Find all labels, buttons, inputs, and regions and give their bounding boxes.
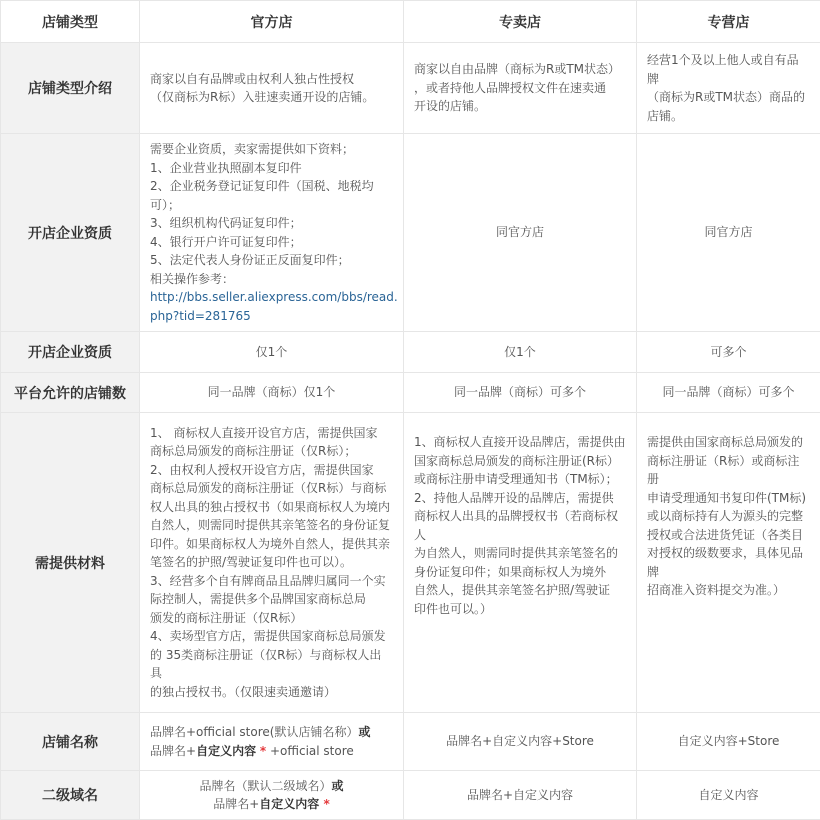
cell-exclusive: 同官方店 <box>404 134 637 332</box>
row-qualification-2 <box>1 332 820 373</box>
cell-official: 1、 商标权人直接开设官方店，需提供国家 商标总局颁发的商标注册证（仅R标）； 2、由权利人授权开设官方店，需提供国家 商标总局颁发的商标注册证（仅R标）与商标 权人出具的独占授权书（如果商标权人为境内 自然人，则需同时提供其亲笔签名的身份证复 印件。如果商标权人为境外自然人，提供其亲 笔签名的护照/驾驶证复印件也可以）。 3、经营多个自有牌商品且品牌归属同一个实 际控制人，需提供多个品牌国家商标总局 颁发的商标注册证（仅R标） 4、卖场型官方店，需提供国家商标总局颁发 的 35类商标注册证（仅R标）与商标权人出具 的独占授权书。（仅限速卖通邀请） <box>140 413 404 713</box>
cell-official: 品牌名+official store(默认店铺名称）或 品牌名+自定义内容 * +official store <box>140 713 404 771</box>
cell-exclusive: 1、商标权人直接开设品牌店，需提供由 国家商标总局颁发的商标注册证(R标） 或商标注册申请受理通知书（TM标）； 2、持他人品牌开设的品牌店，需提供 商标权人出具的品牌授权书（若商标权人 为自然人，则需同时提供其亲笔签名的 身份证复印件；如果商标权人为境外 自然人，提供其亲笔签名护照/驾驶证 印件也可以。） <box>404 413 637 713</box>
cell-specialty: 同官方店 <box>637 134 820 332</box>
cell-exclusive: 同一品牌（商标）可多个 <box>404 373 637 413</box>
reference-link[interactable]: http://bbs.seller.aliexpress.com/bbs/read. php?tid=281765 <box>150 288 393 325</box>
row-store-name <box>1 713 820 771</box>
required-star: * <box>319 797 329 811</box>
row-label: 开店企业资质 <box>1 134 140 332</box>
cell-exclusive: 商家以自由品牌（商标为R或TM状态） ，或者持他人品牌授权文件在速卖通 开设的店铺。 <box>404 43 637 134</box>
cell-official: 仅1个 <box>140 332 404 373</box>
cell-exclusive: 品牌名+自定义内容 <box>404 771 637 820</box>
row-store-count <box>1 373 820 413</box>
header-official: 官方店 <box>140 1 404 43</box>
cell-official: 需要企业资质，卖家需提供如下资料； 1、企业营业执照副本复印件 2、企业税务登记证复印件（国税、地税均可）； 3、组织机构代码证复印件； 4、银行开户许可证复印件； 5、法定代表人身份证正反面复印件； 相关操作参考： http://bbs.seller.aliexpress.com/bbs/read. php?tid=281765 <box>140 134 404 332</box>
cell-specialty: 自定义内容 <box>637 771 820 820</box>
cell-specialty: 经营1个及以上他人或自有品牌 （商标为R或TM状态）商品的 店铺。 <box>637 43 820 134</box>
cell-specialty: 自定义内容+Store <box>637 713 820 771</box>
row-materials <box>1 413 820 713</box>
row-label: 店铺类型介绍 <box>1 43 140 134</box>
cell-official: 品牌名（默认二级域名）或 品牌名+自定义内容 * <box>140 771 404 820</box>
cell-specialty: 同一品牌（商标）可多个 <box>637 373 820 413</box>
cell-specialty: 可多个 <box>637 332 820 373</box>
cell-official: 商家以自有品牌或由权利人独占性授权 （仅商标为R标）入驻速卖通开设的店铺。 <box>140 43 404 134</box>
row-qualification <box>1 134 820 332</box>
row-label: 开店企业资质 <box>1 332 140 373</box>
row-label: 二级域名 <box>1 771 140 820</box>
cell-official: 同一品牌（商标）仅1个 <box>140 373 404 413</box>
row-label: 平台允许的店铺数 <box>1 373 140 413</box>
cell-exclusive: 品牌名+自定义内容+Store <box>404 713 637 771</box>
row-label: 需提供材料 <box>1 413 140 713</box>
cell-exclusive: 仅1个 <box>404 332 637 373</box>
row-label: 店铺名称 <box>1 713 140 771</box>
row-intro <box>1 43 820 134</box>
cell-specialty: 需提供由国家商标总局颁发的 商标注册证（R标）或商标注册 申请受理通知书复印件(TM标) 或以商标持有人为源头的完整 授权或合法进货凭证（各类目 对授权的级数要求，具体见品牌 招商准入资料提交为准。） <box>637 413 820 713</box>
header-store-type: 店铺类型 <box>1 1 140 43</box>
header-row <box>1 1 820 43</box>
header-exclusive: 专卖店 <box>404 1 637 43</box>
required-star: * <box>260 744 266 758</box>
row-subdomain <box>1 771 820 820</box>
header-specialty: 专营店 <box>637 1 820 43</box>
